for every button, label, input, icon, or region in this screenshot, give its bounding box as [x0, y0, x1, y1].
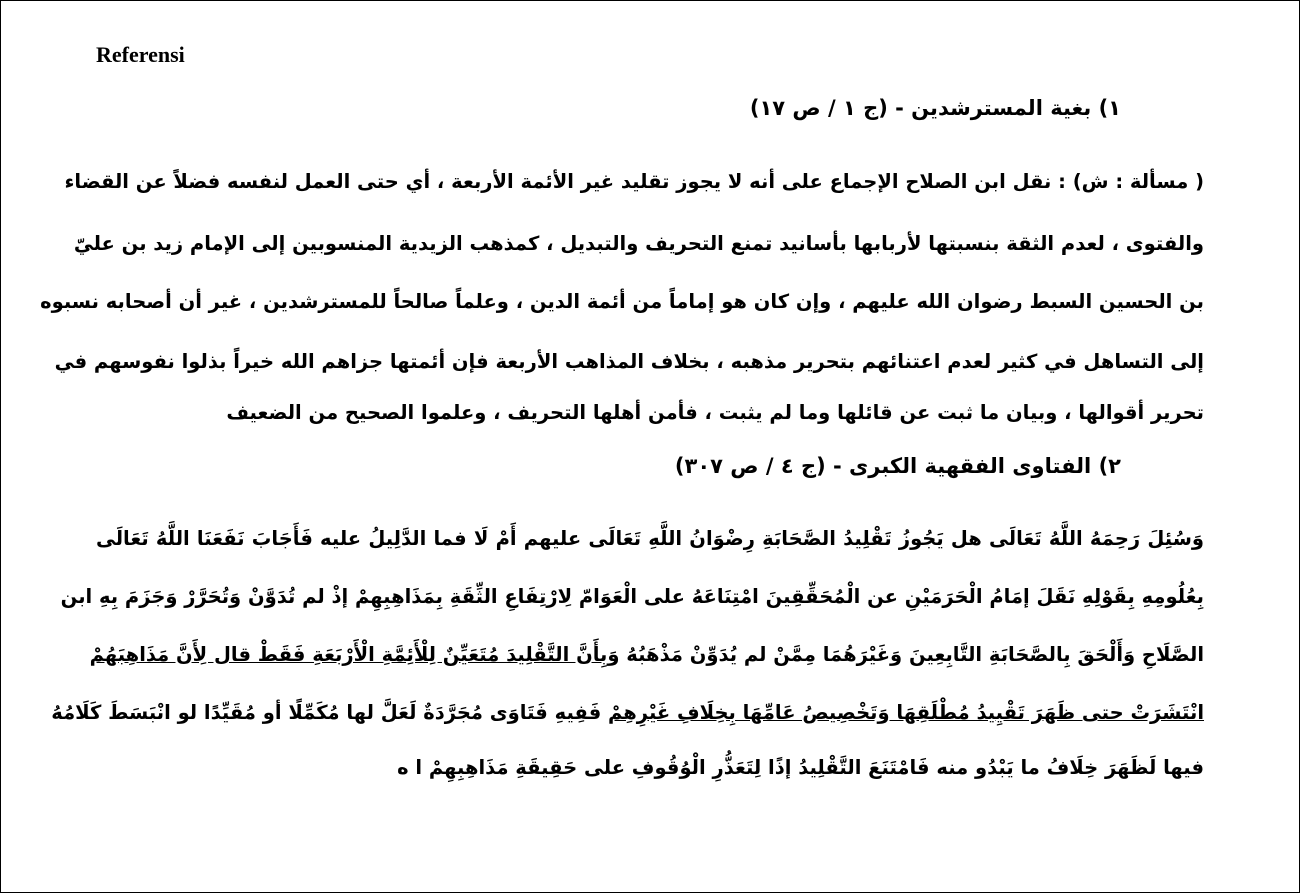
paragraph-2-line-2: بِعُلُومِهِ بِقَوْلِهِ نَقَلَ إمَامُ الْحَرَمَيْنِ عن الْمُحَقِّقِينَ امْتِنَاعَهُ على الْعَوَامّ لِارْتِفَاعِ الثِّقَةِ بِمَذَاهِبِهِمْ إذْ لم تُدَوَّنْ وَتُحَرَّرْ وَجَزَمَ بِهِ ابن	[60, 585, 1204, 608]
paragraph-2-line-4	[51, 701, 1204, 724]
page-heading: Referensi	[96, 42, 185, 67]
paragraph-1-line-5: تحرير أقوالها ، وبيان ما ثبت عن قائلها وما لم يثبت ، فأمن أهلها التحريف ، وعلموا الصحيح من الضعيف	[226, 401, 1204, 424]
underlined-passage-2: انْتَشَرَتْ حتى ظَهَرَ تَقْيِيدُ مُطْلَقِهَا وَتَخْصِيصُ عَامِّهَا بِخِلَافِ غَيْرِهِمْ	[608, 701, 1204, 724]
paragraph-1-line-4: إلى التساهل في كثير لعدم اعتنائهم بتحرير مذهبه ، بخلاف المذاهب الأربعة فإن أئمتها جزاهم الله خيراً بذلوا نفوسهم في	[54, 350, 1204, 373]
paragraph-2-line-5: فيها لَظَهَرَ خِلَافُ ما يَبْدُو منه فَامْتَنَعَ التَّقْلِيدُ إذًا لِتَعَذُّرِ الْوُقُوفِ على حَقِيقَةِ مَذَاهِبِهِمْ ا ه	[397, 756, 1204, 779]
source-title-1: ١) بغية المسترشدين - (ج ١ / ص ١٧)	[749, 96, 1121, 120]
paragraph-2-line-3	[89, 643, 1204, 666]
underlined-passage-1: وَبِأَنَّ التَّقْلِيدَ مُتَعَيِّنٌ لِلْأَئِمَّةِ الْأَرْبَعَةِ فَقَطْ قال لِأَنَّ مَذَاهِبَهُمْ	[89, 643, 620, 666]
paragraph-1-line-2: والفتوى ، لعدم الثقة بنسبتها لأربابها بأسانيد تمنع التحريف والتبديل ، كمذهب الزيدية المنسوبين إلى الإمام زيد بن عليّ	[73, 232, 1204, 255]
paragraph-1-line-1: ( مسألة : ش) : نقل ابن الصلاح الإجماع على أنه لا يجوز تقليد غير الأئمة الأربعة ، أي حتى العمل لنفسه فضلاً عن القضاء	[64, 170, 1204, 193]
paragraph-2-line-4-text: فَفِيهِ فَتَاوَى مُجَرَّدَةٌ لَعَلَّ لها مُكَمِّلًا أو مُقَيِّدًا لو انْبَسَطَ كَلَامُهُ	[51, 701, 608, 724]
paragraph-2-line-3-text: الصَّلَاحِ وَأَلْحَقَ بِالصَّحَابَةِ التَّابِعِينَ وَغَيْرَهُمَا مِمَّنْ لم يُدَوِّنْ مَذْهَبُهُ	[619, 643, 1204, 666]
source-title-2: ٢) الفتاوى الفقهية الكبرى - (ج ٤ / ص ٣٠٧)	[674, 454, 1121, 478]
paragraph-1-line-3: بن الحسين السبط رضوان الله عليهم ، وإن كان هو إماماً من أئمة الدين ، وعلماً صالحاً للمسترشدين ، غير أن أصحابه نسبوه	[40, 290, 1204, 313]
paragraph-2-line-1: وَسُئِلَ رَحِمَهُ اللَّهُ تَعَالَى هل يَجُوزُ تَقْلِيدُ الصَّحَابَةِ رِضْوَانُ اللَّهِ تَعَالَى عليهم أَمْ لَا فما الدَّلِيلُ عليه فَأَجَابَ نَفَعَنَا اللَّهُ تَعَالَى	[96, 527, 1204, 550]
